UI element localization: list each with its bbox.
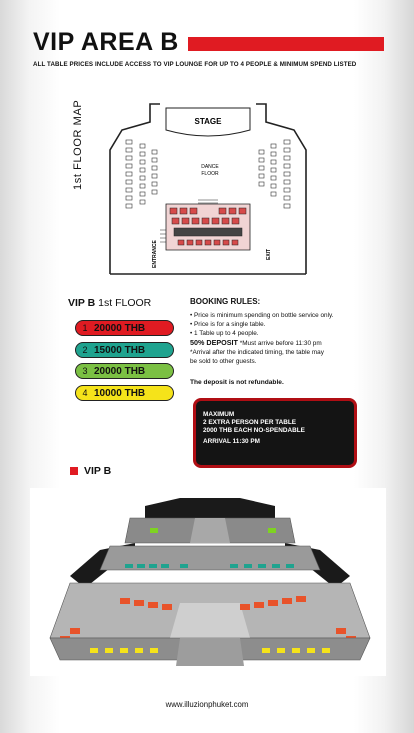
- deposit-note: *Must arrive before 11:30 pm: [237, 340, 322, 347]
- max-line-2: 2 EXTRA PERSON PER TABLE: [203, 419, 297, 426]
- legend-item-2: [75, 342, 174, 358]
- legend-item-4: [75, 385, 174, 401]
- title-accent-bar: [188, 37, 384, 51]
- legend-item-3: [75, 363, 174, 379]
- non-refundable-note: The deposit is not refundable.: [190, 379, 284, 386]
- rule-bullet-2: • Price is for a single table.: [190, 321, 266, 328]
- legend-item-3-number: 3: [82, 366, 88, 376]
- legend-item-2-price: 15000 THB: [94, 344, 146, 356]
- legend-title-bold: VIP B: [68, 297, 96, 309]
- section-label: VIP B: [84, 465, 112, 477]
- arrival-note-2: be sold to other guests.: [190, 358, 257, 365]
- booking-rules-title: BOOKING RULES:: [190, 297, 261, 306]
- page-subtitle: ALL TABLE PRICES INCLUDE ACCESS TO VIP LOUNGE FOR UP TO 4 PEOPLE & MINIMUM SPEND LISTED: [33, 61, 357, 68]
- exit-label: EXIT: [266, 248, 272, 260]
- upper-stairs: [190, 518, 230, 543]
- booking-rules: [190, 311, 380, 366]
- arrival-note-1: *Arrival after the indicated timing, the table may: [190, 349, 324, 356]
- center-walkway: [170, 603, 250, 638]
- legend-item-1-number: 1: [82, 323, 88, 333]
- floor-map: [88, 100, 328, 280]
- deposit-line: [190, 338, 380, 348]
- legend-item-3-price: 20000 THB: [94, 365, 146, 377]
- page-title: VIP AREA B: [33, 28, 179, 56]
- rule-bullet-3: • 1 Table up to 4 people.: [190, 330, 259, 337]
- vip-b-3d-render: [30, 488, 386, 676]
- legend-item-4-number: 4: [82, 388, 88, 398]
- entrance-label: ENTRANCE: [152, 240, 158, 268]
- max-line-4: ARRIVAL 11:30 PM: [203, 438, 260, 445]
- stage-label: STAGE: [194, 117, 222, 126]
- dance-floor-label-2: FLOOR: [201, 171, 219, 177]
- section-marker: [70, 467, 78, 475]
- legend-title: [68, 297, 151, 309]
- deposit-label: 50% DEPOSIT: [190, 338, 238, 347]
- legend-item-1: [75, 320, 174, 336]
- section-heading: [70, 465, 111, 477]
- legend-item-4-price: 10000 THB: [94, 387, 146, 399]
- front-stairs: [176, 638, 244, 666]
- footer-website[interactable]: www.illuzionphuket.com: [165, 700, 249, 709]
- dance-floor-label-1: DANCE: [201, 164, 219, 170]
- legend-title-rest: 1st FLOOR: [98, 297, 152, 309]
- bar-counter: [174, 228, 242, 236]
- max-line-3: 2000 THB EACH NO-SPENDABLE: [203, 427, 305, 434]
- maximum-info-box: [193, 398, 357, 468]
- rule-bullet-1: • Price is minimum spending on bottle service only.: [190, 312, 334, 319]
- legend-item-2-number: 2: [82, 345, 88, 355]
- floor-map-label: 1st FLOOR MAP: [72, 99, 84, 190]
- legend-item-1-price: 20000 THB: [94, 322, 146, 334]
- max-line-1: MAXIMUM: [203, 411, 235, 418]
